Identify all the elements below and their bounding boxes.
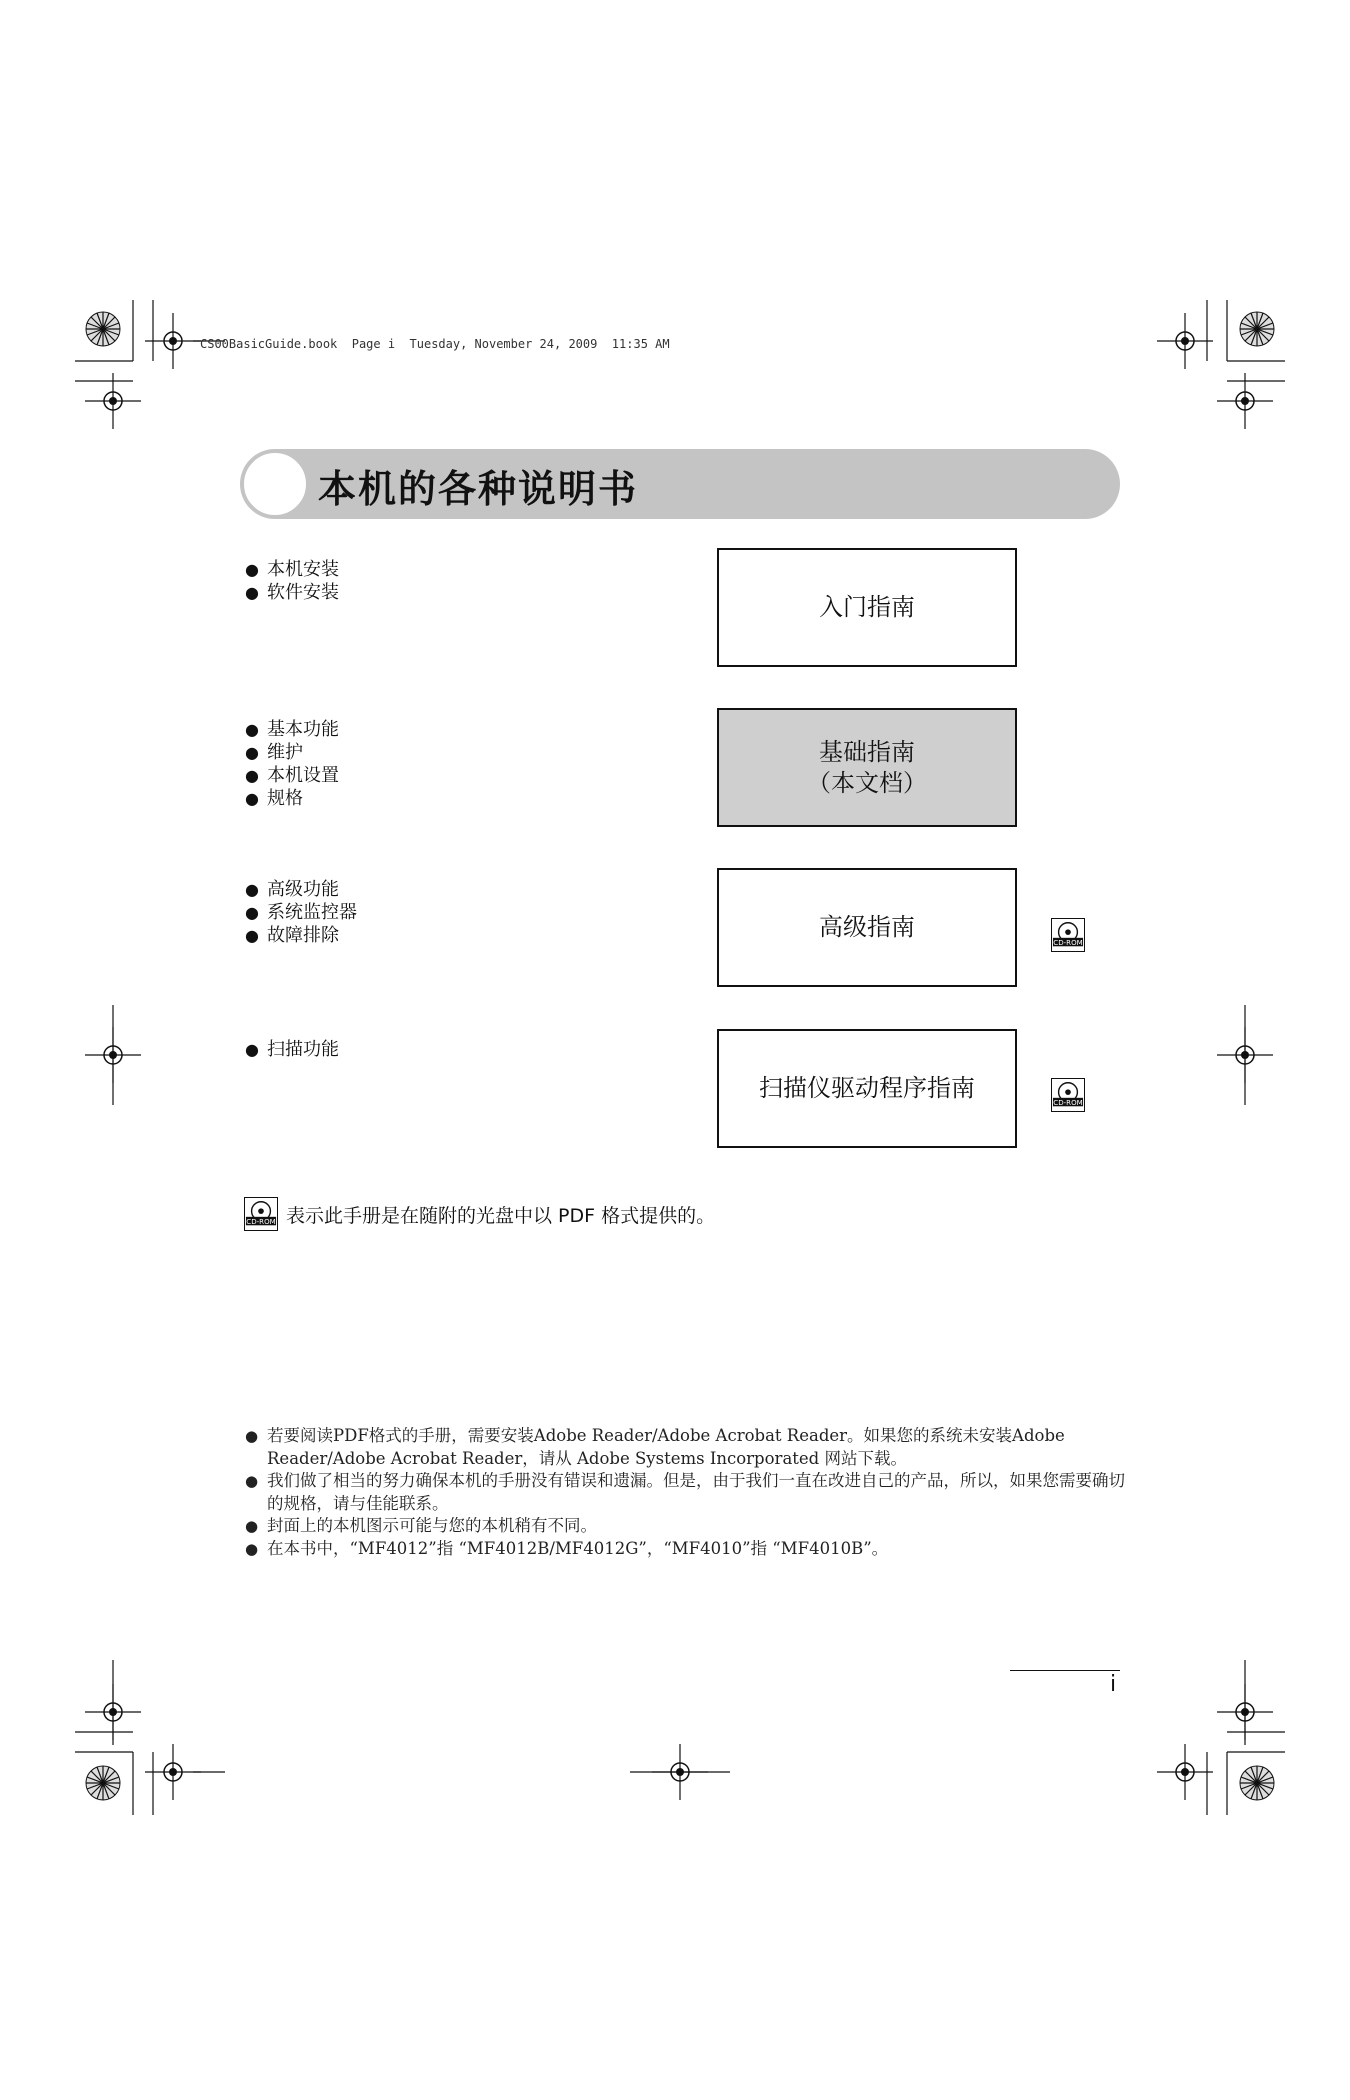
topic-item: ● 高级功能 <box>245 878 357 901</box>
guide-box-getting-started <box>717 548 1017 667</box>
topic-list-1 <box>245 558 339 604</box>
guide-box-scanner-driver <box>717 1029 1017 1148</box>
topic-item: ● 软件安装 <box>245 581 339 604</box>
guide-title: 扫描仪驱动程序指南 <box>759 1074 975 1102</box>
note-item: ● 在本书中，“MF4012”指 “MF4012B/MF4012G”，“MF4010”指 “MF4010B”。 <box>245 1538 1125 1561</box>
svg-text:CD-ROM: CD-ROM <box>1053 937 1083 947</box>
note-item: ● 若要阅读PDF格式的手册，需要安装Adobe Reader/Adobe Acrobat Reader。如果您的系统未安装Adobe Reader/Adobe Acrobat Reader，请从 Adobe Systems Incorporated 网站下载。 <box>245 1425 1125 1470</box>
guide-title: 基础指南 <box>819 737 915 766</box>
topic-item: ● 故障排除 <box>245 924 357 947</box>
svg-text:CD-ROM: CD-ROM <box>246 1216 276 1226</box>
guide-subtitle: （本文档） <box>807 768 927 797</box>
topic-list-3 <box>245 878 357 947</box>
topic-list-2 <box>245 718 339 810</box>
cdrom-icon <box>1051 918 1085 952</box>
guide-title: 入门指南 <box>819 593 915 621</box>
page-number-rule <box>1010 1670 1120 1671</box>
guide-title: 高级指南 <box>819 913 915 941</box>
cdrom-icon <box>1051 1078 1085 1112</box>
legend-note-text: 表示此手册是在随附的光盘中以 PDF 格式提供的。 <box>286 1204 716 1227</box>
note-item: ● 封面上的本机图示可能与您的本机稍有不同。 <box>245 1515 1125 1538</box>
notes-list <box>245 1425 1125 1560</box>
topic-item: ● 扫描功能 <box>245 1038 339 1061</box>
guide-box-advanced <box>717 868 1017 987</box>
topic-list-4 <box>245 1038 339 1061</box>
file-info-header: CS00BasicGuide.book Page i Tuesday, November 24, 2009 11:35 AM <box>200 337 670 351</box>
guide-box-basic <box>717 708 1017 827</box>
topic-item: ● 系统监控器 <box>245 901 357 924</box>
page-number: i <box>1110 1672 1117 1697</box>
topic-item: ● 本机设置 <box>245 764 339 787</box>
svg-text:CD-ROM: CD-ROM <box>1053 1097 1083 1107</box>
cdrom-legend-note <box>244 1197 715 1231</box>
topic-item: ● 规格 <box>245 787 339 810</box>
page-title: 本机的各种说明书 <box>318 467 639 511</box>
topic-item: ● 维护 <box>245 741 339 764</box>
topic-item: ● 基本功能 <box>245 718 339 741</box>
note-item: ● 我们做了相当的努力确保本机的手册没有错误和遗漏。但是，由于我们一直在改进自己的产品，所以，如果您需要确切的规格，请与佳能联系。 <box>245 1470 1125 1515</box>
topic-item: ● 本机安装 <box>245 558 339 581</box>
title-circle-decoration <box>242 451 308 517</box>
cdrom-icon <box>244 1197 278 1231</box>
